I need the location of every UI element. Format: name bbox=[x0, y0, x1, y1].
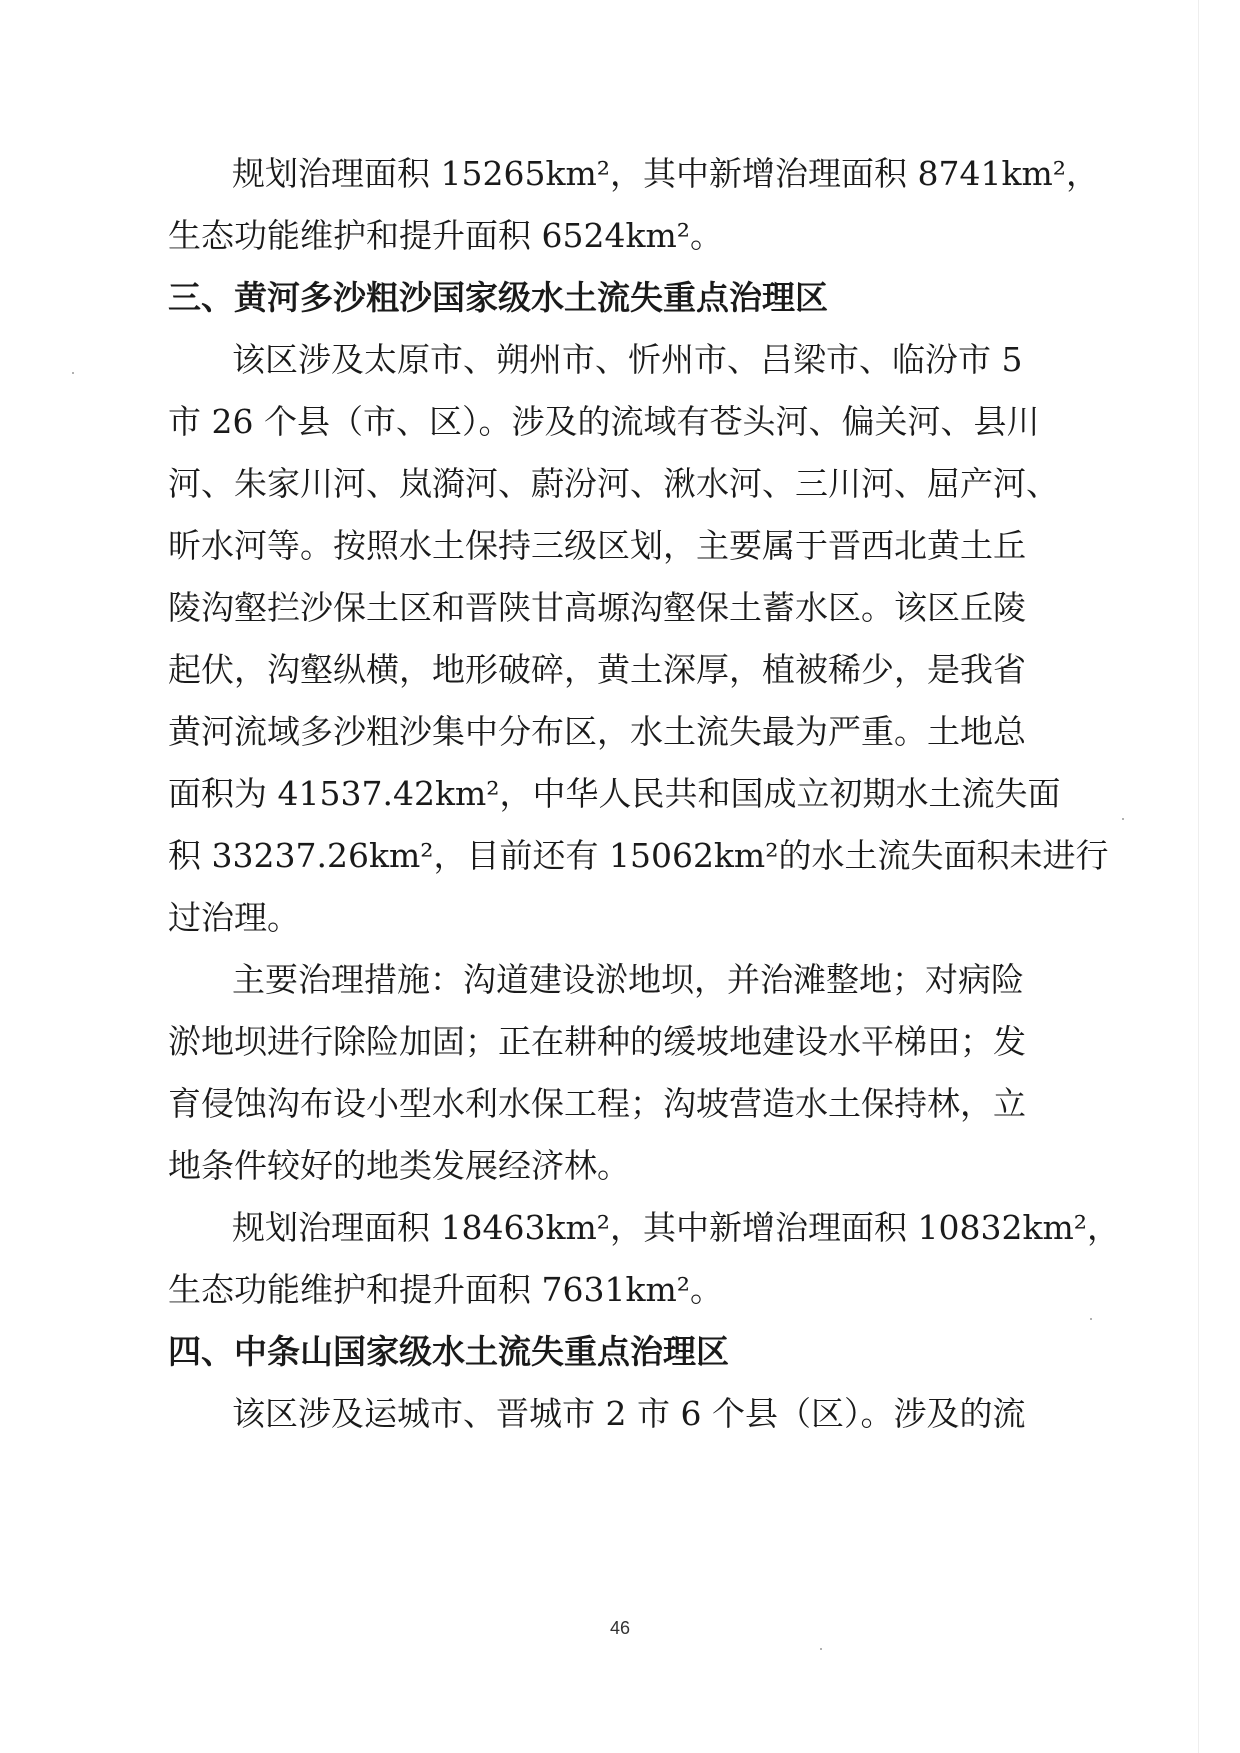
section-heading-4: 四、中条山国家级水土流失重点治理区 bbox=[168, 1332, 729, 1371]
para-plan2-line-2: 生态功能维护和提升面积 7631km²。 bbox=[168, 1270, 723, 1309]
para-area-line-1: 该区涉及太原市、朔州市、忻州市、吕梁市、临汾市 5 bbox=[232, 340, 1023, 379]
scan-speck bbox=[820, 1648, 822, 1650]
page-number: 46 bbox=[609, 1618, 631, 1638]
scan-speck bbox=[72, 372, 74, 374]
para-area-line-8: 面积为 41537.42km²，中华人民共和国成立初期水土流失面 bbox=[168, 774, 1061, 813]
para-measures-line-2: 淤地坝进行除险加固；正在耕种的缓坡地建设水平梯田；发 bbox=[168, 1022, 1026, 1061]
para-area-line-3: 河、朱家川河、岚漪河、蔚汾河、湫水河、三川河、屈产河、 bbox=[168, 464, 1059, 503]
para-plan2-line-1: 规划治理面积 18463km²，其中新增治理面积 10832km²， bbox=[232, 1208, 1120, 1247]
para-area-line-2: 市 26 个县（市、区）。涉及的流域有苍头河、偏关河、县川 bbox=[168, 402, 1040, 441]
para-area-line-5: 陵沟壑拦沙保土区和晋陕甘高塬沟壑保土蓄水区。该区丘陵 bbox=[168, 588, 1026, 627]
para-area-line-9: 积 33237.26km²，目前还有 15062km²的水土流失面积未进行 bbox=[168, 836, 1109, 875]
scan-edge bbox=[1198, 0, 1199, 1753]
section-heading-3: 三、黄河多沙粗沙国家级水土流失重点治理区 bbox=[168, 278, 828, 317]
para-area-line-7: 黄河流域多沙粗沙集中分布区，水土流失最为严重。土地总 bbox=[168, 712, 1026, 751]
scan-speck bbox=[1090, 1318, 1092, 1320]
para-plan-line-2: 生态功能维护和提升面积 6524km²。 bbox=[168, 216, 723, 255]
scan-speck bbox=[1122, 818, 1124, 820]
para-area-line-10: 过治理。 bbox=[168, 898, 300, 937]
para-area-line-4: 昕水河等。按照水土保持三级区划，主要属于晋西北黄土丘 bbox=[168, 526, 1026, 565]
para-measures-line-3: 育侵蚀沟布设小型水利水保工程；沟坡营造水土保持林，立 bbox=[168, 1084, 1026, 1123]
para-measures-line-4: 地条件较好的地类发展经济林。 bbox=[168, 1146, 630, 1185]
para-plan-line-1: 规划治理面积 15265km²，其中新增治理面积 8741km²， bbox=[232, 154, 1099, 193]
para-area-line-6: 起伏，沟壑纵横，地形破碎，黄土深厚，植被稀少，是我省 bbox=[168, 650, 1026, 689]
para-measures-line-1: 主要治理措施：沟道建设淤地坝，并治滩整地；对病险 bbox=[232, 960, 1024, 999]
para-zhongtiao-line-1: 该区涉及运城市、晋城市 2 市 6 个县（区）。涉及的流 bbox=[232, 1394, 1026, 1433]
